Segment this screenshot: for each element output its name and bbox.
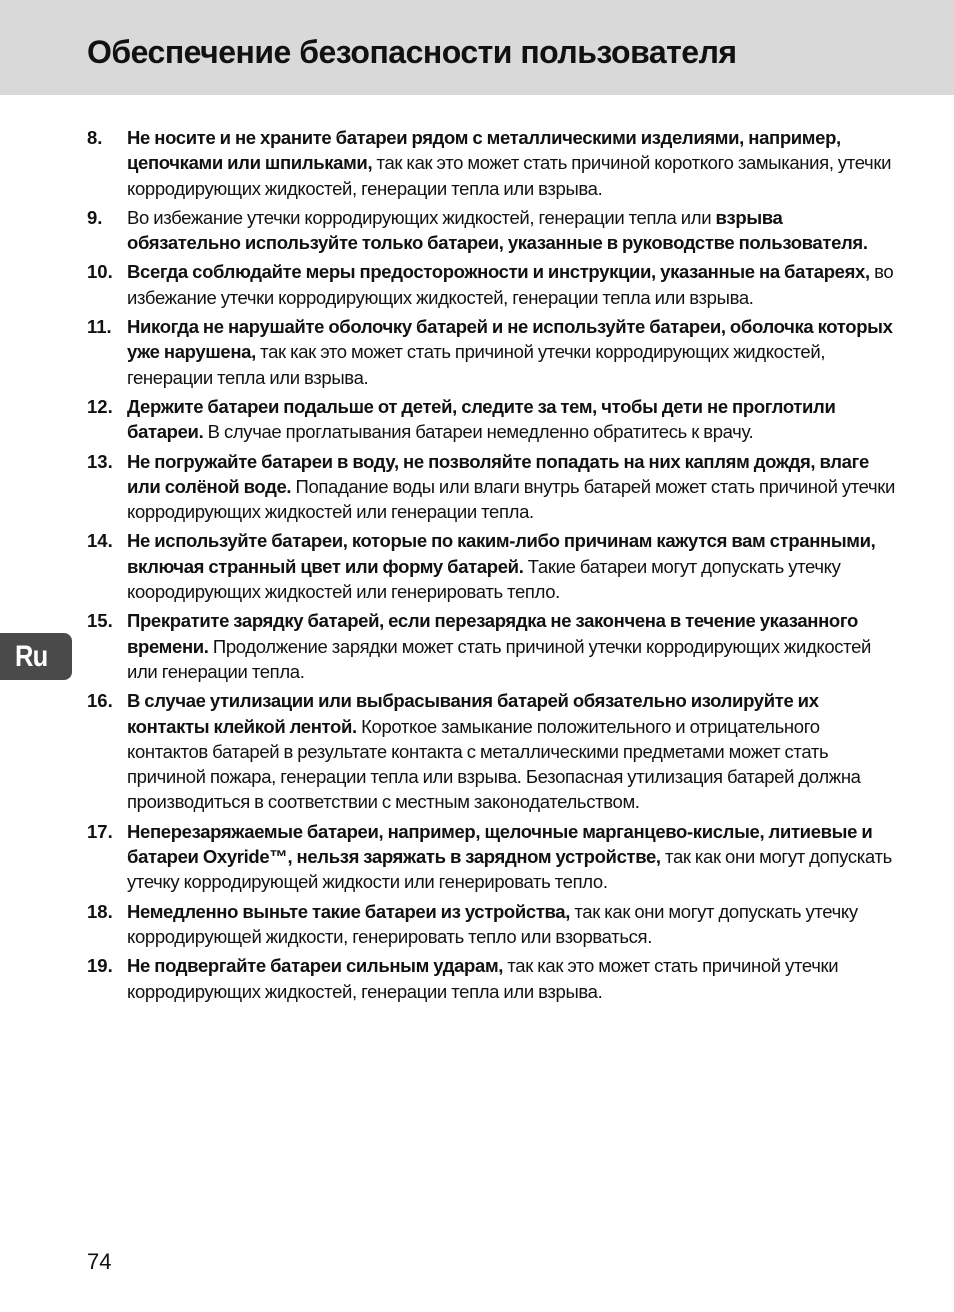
list-item [87, 608, 897, 684]
item-text-emphasis: Не используйте батареи, которые по каким-либо причинам кажутся вам странными, включая странный цвет или форму батарей. [127, 530, 876, 577]
item-number: 19. [87, 955, 113, 977]
list-item [87, 528, 897, 604]
item-text-emphasis: В случае утилизации или выбрасывания батарей обязательно изолируйте их контакты клейкой лентой. [127, 690, 819, 737]
item-text [127, 953, 897, 1004]
item-number: 9. [87, 206, 103, 228]
item-text [127, 608, 897, 684]
item-text-emphasis: Держите батареи подальше от детей, следите за тем, чтобы дети не проглотили батареи. [127, 395, 836, 443]
language-tab-label: Ru [15, 640, 48, 673]
item-text-emphasis: Прекратите зарядку батарей, если перезарядка не закончена в течение указанного времени. [127, 610, 858, 657]
item-number: 10. [87, 261, 113, 283]
list-item [87, 314, 897, 390]
item-text-emphasis: Не погружайте батареи в воду, не позволяйте попадать на них каплям дождя, влаге или солёной воде. [127, 450, 869, 497]
page-number: 74 [87, 1249, 112, 1274]
item-text-regular: так как это может стать причиной короткого замыкания, утечки корродирующих жидкостей, генерации тепла или взрыва. [127, 152, 892, 199]
page-title: Обеспечение безопасности пользователя [87, 34, 737, 70]
item-text-emphasis: Никогда не нарушайте оболочку батарей и не используйте батареи, оболочка которых уже нарушена, [127, 316, 893, 363]
item-text-emphasis: взрыва обязательно используйте только батареи, указанные в руководстве пользователя. [127, 206, 868, 254]
item-number: 15. [87, 610, 113, 632]
item-text [127, 314, 897, 390]
list-item [87, 394, 897, 445]
language-tab [0, 633, 72, 680]
item-text-emphasis: Всегда соблюдайте меры предосторожности и инструкции, указанные на батареях, [127, 261, 870, 283]
item-number: 12. [87, 395, 113, 417]
item-number: 8. [87, 127, 103, 148]
list-item [87, 205, 897, 256]
safety-list [87, 125, 897, 1008]
item-text-emphasis: Неперезаряжаемые батареи, например, щелочные марганцево-кислые, литиевые и батареи Oxyride™, нельзя заряжать в зарядном устройстве, [127, 820, 873, 868]
item-text-regular: так как они могут допускать утечку корродирующей жидкости, генерировать тепло или взорваться. [127, 900, 858, 947]
list-item [87, 125, 897, 201]
item-text [127, 528, 897, 604]
item-number: 14. [87, 530, 113, 552]
list-item [87, 259, 897, 310]
item-text-regular: Такие батареи могут допускать утечку коородирующих жидкостей или генерировать тепло. [127, 555, 841, 603]
list-item [87, 688, 897, 814]
item-text [127, 259, 897, 310]
item-text [127, 449, 897, 525]
item-text [127, 205, 897, 256]
item-number: 17. [87, 820, 113, 842]
item-text [127, 688, 897, 814]
item-text-regular: Попадание воды или влаги внутрь батарей может стать причиной утечки корродирующих жидкостей или генерации тепла. [127, 475, 895, 523]
item-text-emphasis: Немедленно выньте такие батареи из устройства, [127, 900, 571, 922]
item-text-regular: В случае проглатывания батареи немедленно обратитесь к врачу. [203, 421, 754, 443]
item-text-regular: во избежание утечки корродирующих жидкостей, генерации тепла или взрыва. [127, 261, 894, 308]
item-text [127, 394, 897, 445]
item-text-emphasis: Не подвергайте батареи сильным ударам, [127, 955, 504, 977]
item-number: 11. [87, 316, 112, 338]
list-item [87, 449, 897, 525]
item-number: 13. [87, 450, 113, 472]
item-text-regular: Короткое замыкание положительного и отрицательного контактов батарей в результате контакта с металлическими предметами может стать причиной пожара, генерации тепла или взрыва. Безопасная утилизация батарей должна производиться в соответствии с местным законодательством. [127, 715, 861, 813]
item-number: 18. [87, 900, 113, 922]
header-band [0, 0, 954, 95]
item-text [127, 819, 897, 895]
item-text [127, 125, 897, 201]
list-item [87, 819, 897, 895]
item-text-regular: так как это может стать причиной утечки корродирующих жидкостей, генерации тепла или взрыва. [127, 955, 839, 1002]
list-item [87, 899, 897, 950]
item-number: 16. [87, 690, 113, 712]
item-text-emphasis: Не носите и не храните батареи рядом с металлическими изделиями, например, цепочками или шпильками, [127, 127, 841, 174]
item-text-regular: Во избежание утечки корродирующих жидкостей, генерации тепла или [127, 206, 716, 228]
item-text-regular: Продолжение зарядки может стать причиной утечки корродирующих жидкостей или генерации тепла. [127, 635, 872, 682]
list-item [87, 953, 897, 1004]
item-text-regular: так как это может стать причиной утечки корродирующих жидкостей, генерации тепла или взрыва. [127, 341, 826, 388]
item-text-regular: так как они могут допускать утечку корродирующей жидкости или генерировать тепло. [127, 846, 892, 893]
item-text [127, 899, 897, 950]
